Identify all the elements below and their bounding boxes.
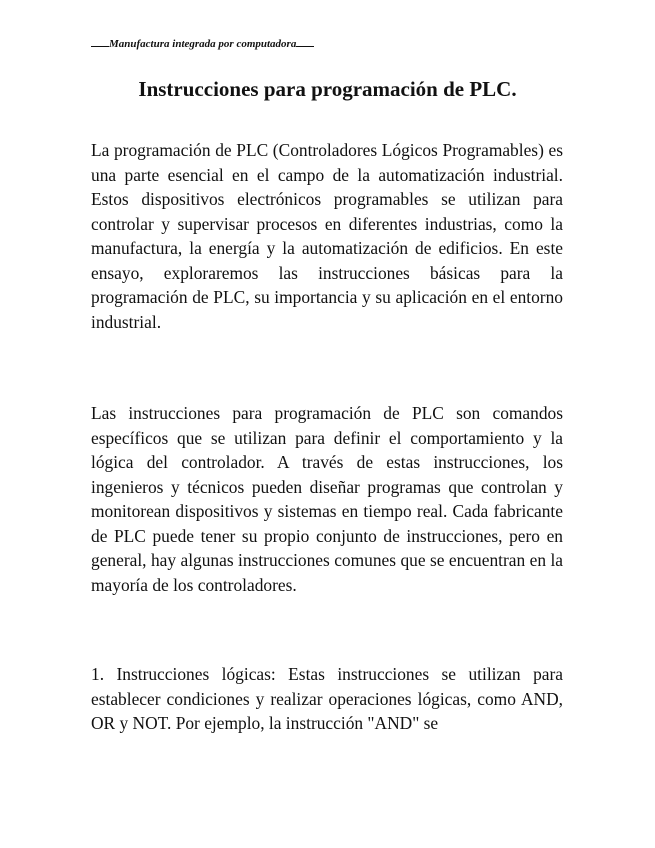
running-header xyxy=(91,36,314,52)
body-paragraph-2: Las instrucciones para programación de PLC son comandos específicos que se utilizan para definir el comportamiento y la lógica del controlador. A través de estas instrucciones, los ingenieros y técnicos pueden diseñar programas que controlan y monitorean dispositivos y sistemas en tiempo real. Cada fabricante de PLC puede tener su propio conjunto de instrucciones, pero en general, hay algunas instrucciones comunes que se encuentran en la mayoría de los controladores. xyxy=(91,403,563,595)
header-rule-right xyxy=(296,36,314,47)
body-paragraph-3: 1. Instrucciones lógicas: Estas instrucciones se utilizan para establecer condiciones y realizar operaciones lógicas, como AND, OR y NOT. Por ejemplo, la instrucción "AND" se xyxy=(91,664,563,733)
header-rule-left xyxy=(91,36,109,47)
body-paragraph-1: La programación de PLC (Controladores Lógicos Programables) es una parte esencial en el campo de la automatización industrial. Estos dispositivos electrónicos programables se utilizan para controlar y supervisar procesos en diferentes industrias, como la manufactura, la energía y la automatización de edificios. En este ensayo, exploraremos las instrucciones básicas para la programación de PLC, su importancia y su aplicación en el entorno industrial. xyxy=(91,140,563,332)
running-header-title: Manufactura integrada por computadora xyxy=(109,38,297,50)
document-title: Instrucciones para programación de PLC. xyxy=(138,77,517,101)
